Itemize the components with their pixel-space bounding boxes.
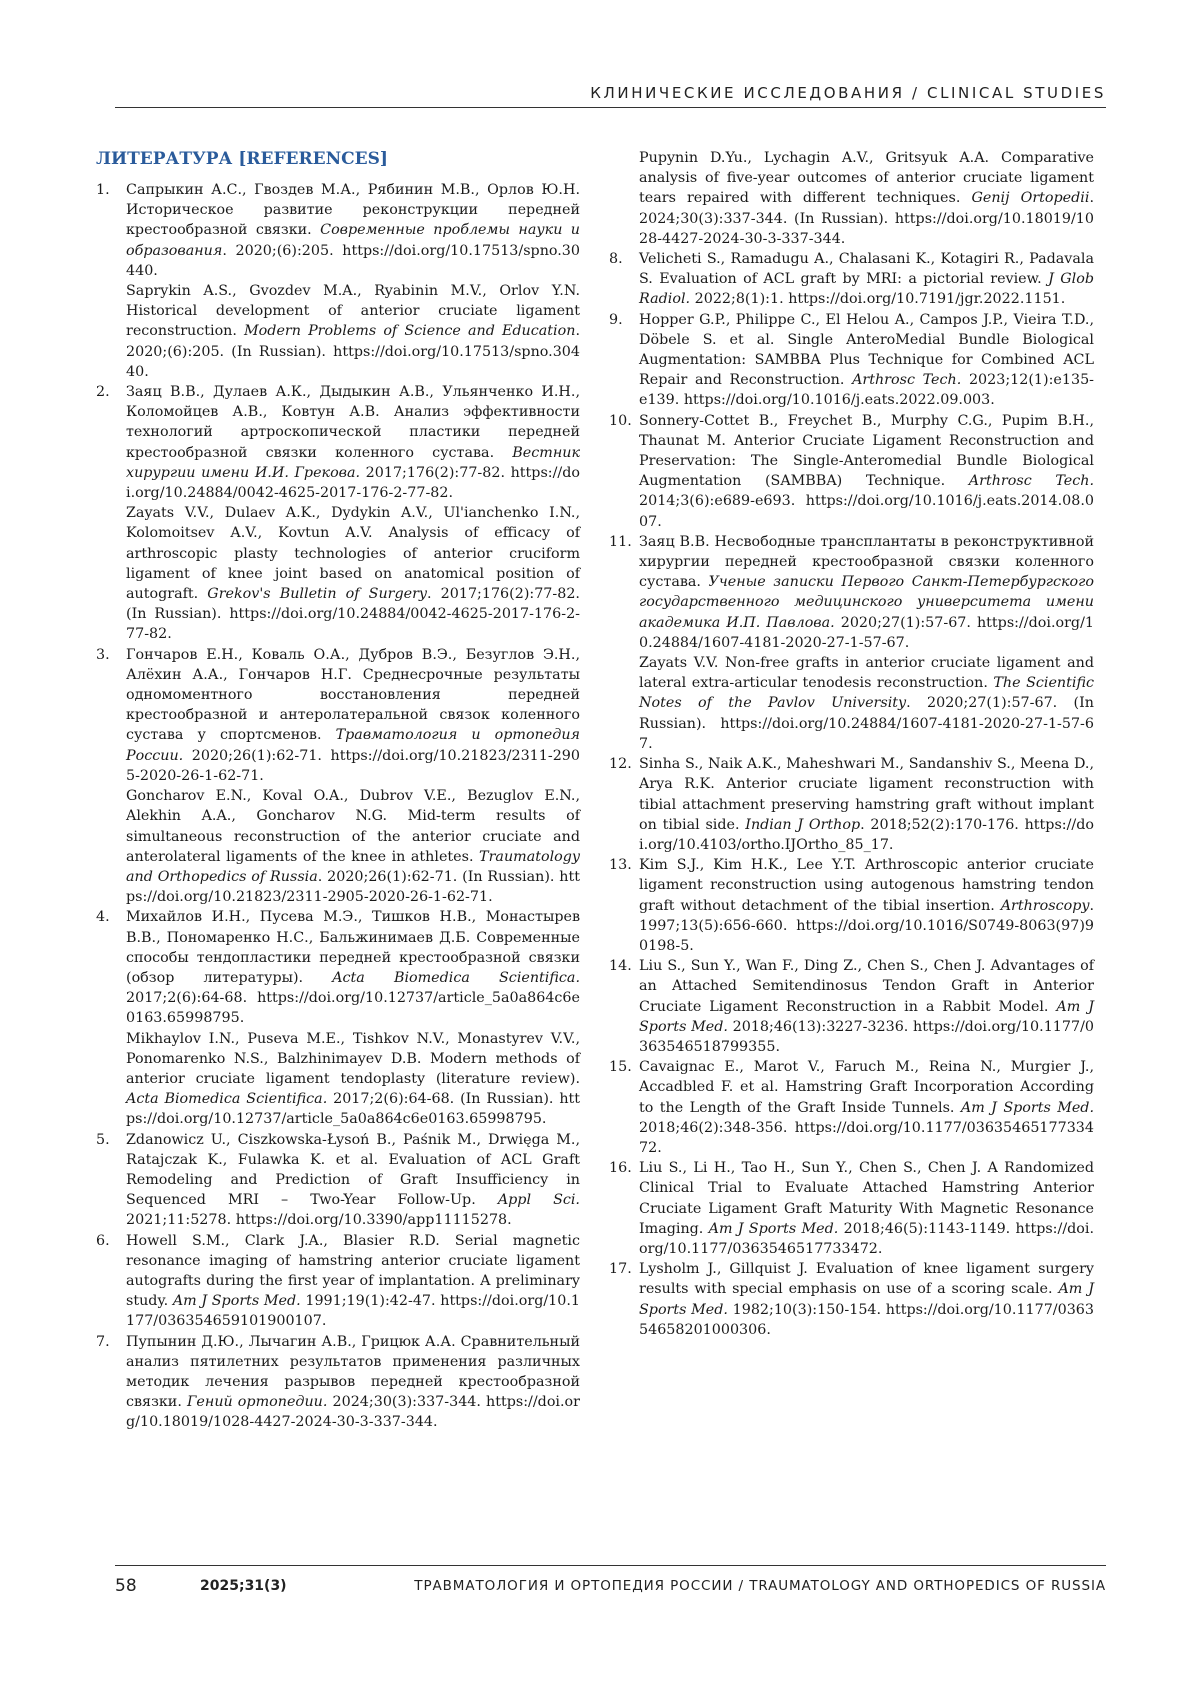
doi-link[interactable]: https://doi.org/10.21823/2311-2905-2020-26-1-62-71. xyxy=(126,868,580,906)
doi-link[interactable]: https://doi.org/10.24884/0042-4625-2017-176-2-77-82. xyxy=(126,464,580,502)
reference-number: 3. xyxy=(96,646,110,663)
page-number: 58 xyxy=(115,1576,137,1596)
reference-item xyxy=(609,1158,1094,1259)
reference-number: 11. xyxy=(609,533,632,550)
doi-link[interactable]: https://doi.org/10.1177/036354658201000306. xyxy=(639,1301,1094,1338)
reference-number: 12. xyxy=(609,756,632,773)
reference-number: 16. xyxy=(609,1160,632,1177)
reference-item xyxy=(609,956,1094,1057)
reference-item xyxy=(96,1332,580,1433)
reference-en: Goncharov E.N., Koval O.A., Dubrov V.E., Bezuglov E.N., Alekhin A.A., Goncharov N.G. Mid-term results of simultaneous reconstruction of the anterior cruciate and anterolateral ligaments of the knee in athletes. Traumatology and Orthopedics of Russia. 2020;26(1):62-71. (In Russian). https://doi.org/10.21823/2311-2905-2020-26-1-62-71. xyxy=(126,788,580,906)
reference-number: 6. xyxy=(96,1232,110,1249)
reference-number: 13. xyxy=(609,857,632,874)
reference-text: Cavaignac E., Marot V., Faruch M., Reina N., Murgier J., Accadbled F. et al. Hamstring Graft Incorporation According to the Length of the Graft Inside Tunnels. Am J Sports Med. 2018;46(2):348-356. https://doi.org/10.1177/0363546517733472. xyxy=(639,1059,1094,1156)
reference-en: Saprykin A.S., Gvozdev M.A., Ryabinin M.V., Orlov Y.N. Historical development of anterior cruciate ligament reconstruction. Modern Problems of Science and Education. 2020;(6):205. (In Russian). https://doi.org/10.17513/spno.30440. xyxy=(126,283,580,380)
reference-item xyxy=(609,532,1094,754)
doi-link[interactable]: https://doi.org/10.1016/j.eats.2014.08.007. xyxy=(639,493,1094,530)
doi-link[interactable]: https://doi.org/10.7191/jgr.2022.1151. xyxy=(788,291,1066,308)
reference-item xyxy=(96,907,580,1129)
reference-number: 2. xyxy=(96,384,110,401)
right-column xyxy=(609,148,1094,1340)
doi-link[interactable]: https://doi.org/10.4103/ortho.IJOrtho_85_17. xyxy=(639,816,1094,853)
doi-link[interactable]: https://doi.org/10.1177/0363546517733472. xyxy=(639,1119,1094,1156)
reference-ru: Сапрыкин А.С., Гвоздев М.А., Рябинин М.В., Орлов Ю.Н. Историческое развитие реконструкции передней крестообразной связки. Современные проблемы науки и образования. 2020;(6):205. https://doi.org/10.17513/spno.30440. xyxy=(126,182,581,279)
doi-link[interactable]: https://doi.org/10.18019/1028-4427-2024-30-3-337-344. xyxy=(126,1394,580,1431)
reference-text: Sinha S., Naik A.K., Maheshwari M., Sandanshiv S., Meena D., Arya R.K. Anterior cruciate ligament reconstruction with tibial attachment preserving hamstring graft without implant on tibial side. Indian J Orthop. 2018;52(2):170-176. https://doi.org/10.4103/ortho.IJOrtho_85_17. xyxy=(639,756,1094,853)
reference-item xyxy=(609,855,1094,956)
reference-en: Zayats V.V., Dulaev A.K., Dydykin A.V., Ul'ianchenko I.N., Kolomoitsev A.V., Kovtun A.V. Analysis of efficacy of arthroscopic plasty technologies of anterior cruciform ligament of knee joint based on anatomical position of autograft. Grekov's Bulletin of Surgery. 2017;176(2):77-82. (In Russian). https://doi.org/10.24884/0042-4625-2017-176-2-77-82. xyxy=(126,505,580,643)
reference-ru: Михайлов И.Н., Пусева М.Э., Тишков Н.В., Монастырев В.В., Пономаренко Н.С., Бальжинимаев Д.Б. Современные способы тендопластики передней крестообразной связки (обзор литературы). Acta Biomedica Scientifica. 2017;2(6):64-68. https://doi.org/10.12737/article_5a0a864c6e0163.65998795. xyxy=(126,909,580,1027)
reference-item xyxy=(96,645,580,908)
reference-item xyxy=(96,180,580,382)
doi-link[interactable]: https://doi.org/10.21823/2311-2905-2020-26-1-62-71. xyxy=(126,747,580,784)
doi-link[interactable]: https://doi.org/10.17513/spno.30440. xyxy=(126,343,580,380)
reference-number: 4. xyxy=(96,909,110,926)
reference-text: Liu S., Li H., Tao H., Sun Y., Chen S., Chen J. A Randomized Clinical Trial to Evaluate Attached Hamstring Anterior Cruciate Ligament Graft Maturity With Magnetic Resonance Imaging. Am J Sports Med. 2018;46(5):1143-1149. https://doi.org/10.1177/0363546517733472. xyxy=(639,1160,1095,1257)
reference-item xyxy=(609,249,1094,310)
reference-text: Liu S., Sun Y., Wan F., Ding Z., Chen S., Chen J. Advantages of an Attached Semitendinosus Tendon Graft in Anterior Cruciate Ligament Reconstruction in a Rabbit Model. Am J Sports Med. 2018;46(13):3227-3236. https://doi.org/10.1177/0363546518799355. xyxy=(639,958,1094,1055)
reference-item xyxy=(609,1259,1094,1340)
reference-text: Lysholm J., Gillquist J. Evaluation of knee ligament surgery results with special emphasis on use of a scoring scale. Am J Sports Med. 1982;10(3):150-154. https://doi.org/10.1177/036354658201000306. xyxy=(639,1261,1094,1338)
section-heading: ЛИТЕРАТУРА [REFERENCES] xyxy=(96,149,388,169)
reference-en: Mikhaylov I.N., Puseva M.E., Tishkov N.V., Monastyrev V.V., Ponomarenko N.S., Balzhinimayev D.B. Modern methods of anterior cruciate ligament tendoplasty (literature review). Acta Biomedica Scientifica. 2017;2(6):64-68. (In Russian). https://doi.org/10.12737/article_5a0a864c6e0163.65998795. xyxy=(126,1030,581,1128)
reference-text: Zdanowicz U., Ciszkowska-Łysoń B., Paśnik M., Drwięga M., Ratajczak K., Fulawka K. et al. Evaluation of ACL Graft Remodeling and Prediction of Graft Insufficiency in Sequenced MRI – Two-Year Follow-Up. Appl Sci. 2021;11:5278. https://doi.org/10.3390/app11115278. xyxy=(126,1131,580,1229)
reference-item xyxy=(96,1231,580,1332)
reference-item xyxy=(96,1130,580,1231)
doi-link[interactable]: https://doi.org/10.1177/036354659101900107. xyxy=(126,1293,580,1330)
reference-item xyxy=(609,1057,1094,1158)
doi-link[interactable]: https://doi.org/10.1016/j.eats.2022.09.003. xyxy=(683,392,995,409)
reference-text: Velicheti S., Ramadugu A., Chalasani K., Kotagiri R., Padavala S. Evaluation of ACL graft by MRI: a pictorial review. J Glob Radiol. 2022;8(1):1. https://doi.org/10.7191/jgr.2022.1151. xyxy=(639,251,1095,308)
reference-text: Howell S.M., Clark J.A., Blasier R.D. Serial magnetic resonance imaging of hamstring anterior cruciate ligament autografts during the first year of implantation. A preliminary study. Am J Sports Med. 1991;19(1):42-47. https://doi.org/10.1177/036354659101900107. xyxy=(126,1232,580,1330)
doi-link[interactable]: https://doi.org/10.1177/0363546517733472. xyxy=(639,1220,1095,1257)
reference-en-continuation: Pupynin D.Yu., Lychagin A.V., Gritsyuk A.A. Comparative analysis of five-year outcomes of anterior cruciate ligament tears repaired with different techniques. Genij Ortopedii. 2024;30(3):337-344. (In Russian). https://doi.org/10.18019/1028-4427-2024-30-3-337-344. xyxy=(639,150,1094,247)
reference-number: 7. xyxy=(96,1333,110,1350)
doi-link[interactable]: https://doi.org/10.24884/0042-4625-2017-176-2-77-82. xyxy=(126,606,580,643)
reference-item xyxy=(96,382,580,645)
reference-text: Sonnery-Cottet B., Freychet B., Murphy C.G., Pupim B.H., Thaunat M. Anterior Cruciate Ligament Reconstruction and Preservation: The Single-Anteromedial Bundle Biological Augmentation (SAMBBA) Technique. Arthrosc Tech. 2014;3(6):e689-e693. https://doi.org/10.1016/j.eats.2014.08.007. xyxy=(639,412,1094,530)
reference-ru: Пупынин Д.Ю., Лычагин А.В., Грицюк А.А. Сравнительный анализ пятилетних результатов применения различных методик лечения разрывов передней крестообразной связки. Гений ортопедии. 2024;30(3):337-344. https://doi.org/10.18019/1028-4427-2024-30-3-337-344. xyxy=(126,1333,580,1431)
reference-item xyxy=(609,754,1094,855)
doi-link[interactable]: https://doi.org/10.1177/0363546518799355. xyxy=(639,1018,1094,1055)
header-rule xyxy=(115,107,1106,108)
running-head: КЛИНИЧЕСКИЕ ИССЛЕДОВАНИЯ / CLINICAL STUDIES xyxy=(590,84,1106,102)
reference-number: 5. xyxy=(96,1131,110,1148)
left-column xyxy=(96,148,580,1433)
reference-number: 14. xyxy=(609,958,632,975)
reference-item xyxy=(609,411,1094,532)
reference-text: Kim S.J., Kim H.K., Lee Y.T. Arthroscopic anterior cruciate ligament reconstruction using autogenous hamstring tendon graft without detachment of the tibial insertion. Arthroscopy. 1997;13(5):656-660. https://doi.org/10.1016/S0749-8063(97)90198-5. xyxy=(639,857,1094,954)
reference-text: Hopper G.P., Philippe C., El Helou A., Campos J.P., Vieira T.D., Döbele S. et al. Single AnteroMedial Bundle Biological Augmentation: SAMBBA Plus Technique for Combined ACL Repair and Reconstruction. Arthrosc Tech. 2023;12(1):e135-e139. https://doi.org/10.1016/j.eats.2022.09.003. xyxy=(639,311,1094,409)
reference-ru: Гончаров Е.Н., Коваль О.А., Дубров В.Э., Безуглов Э.Н., Алёхин А.А., Гончаров Н.Г. Среднесрочные результаты одномоментного восстановления передней крестообразной и антеролатеральной связок коленного сустава у спортсменов. Травматология и ортопедия России. 2020;26(1):62-71. https://doi.org/10.21823/2311-2905-2020-26-1-62-71. xyxy=(126,646,580,784)
reference-number: 9. xyxy=(609,311,623,328)
reference-number: 8. xyxy=(609,251,623,268)
reference-number: 10. xyxy=(609,412,632,429)
doi-link[interactable]: https://doi.org/10.12737/article_5a0a864c6e0163.65998795. xyxy=(126,1091,581,1128)
footer-rule xyxy=(115,1565,1106,1566)
journal-title: ТРАВМАТОЛОГИЯ И ОРТОПЕДИЯ РОССИИ / TRAUMATOLOGY AND ORTHOPEDICS OF RUSSIA xyxy=(414,1578,1106,1594)
reference-en: Zayats V.V. Non-free grafts in anterior cruciate ligament and lateral extra-articular tenodesis reconstruction. The Scientific Notes of the Pavlov University. 2020;27(1):57-67. (In Russian). https://doi.org/10.24884/1607-4181-2020-27-1-57-67. xyxy=(639,655,1094,752)
reference-number: 1. xyxy=(96,182,110,198)
reference-number: 15. xyxy=(609,1059,632,1076)
reference-number: 17. xyxy=(609,1261,632,1278)
doi-link[interactable]: https://doi.org/10.12737/article_5a0a864c6e0163.65998795. xyxy=(126,990,580,1027)
doi-link[interactable]: https://doi.org/10.3390/app11115278. xyxy=(235,1212,512,1229)
doi-link[interactable]: https://doi.org/10.24884/1607-4181-2020-27-1-57-67. xyxy=(639,614,1094,651)
doi-link[interactable]: https://doi.org/10.18019/1028-4427-2024-30-3-337-344. xyxy=(639,210,1094,247)
doi-link[interactable]: https://doi.org/10.1016/S0749-8063(97)90198-5. xyxy=(639,917,1094,954)
issue-label: 2025;31(3) xyxy=(200,1578,287,1594)
doi-link[interactable]: https://doi.org/10.24884/1607-4181-2020-27-1-57-67. xyxy=(639,715,1094,752)
reference-item xyxy=(609,310,1094,411)
reference-ru: Заяц В.В., Дулаев А.К., Дыдыкин А.В., Ульянченко И.Н., Коломойцев А.В., Ковтун А.В. Анализ эффективности технологий артроскопической пластики передней крестообразной связки коленного сустава. Вестник хирургии имени И.И. Грекова. 2017;176(2):77-82. https://doi.org/10.24884/0042-4625-2017-176-2-77-82. xyxy=(126,384,580,502)
reference-ru: Заяц В.В. Несвободные трансплантаты в реконструктивной хирургии передней крестообразной связки коленного сустава. Ученые записки Первого Санкт-Петербургского государственного медицинского университета имени академика И.П. Павлова. 2020;27(1):57-67. https://doi.org/10.24884/1607-4181-2020-27-1-57-67. xyxy=(639,533,1094,651)
doi-link[interactable]: https://doi.org/10.17513/spno.30440. xyxy=(126,242,580,279)
